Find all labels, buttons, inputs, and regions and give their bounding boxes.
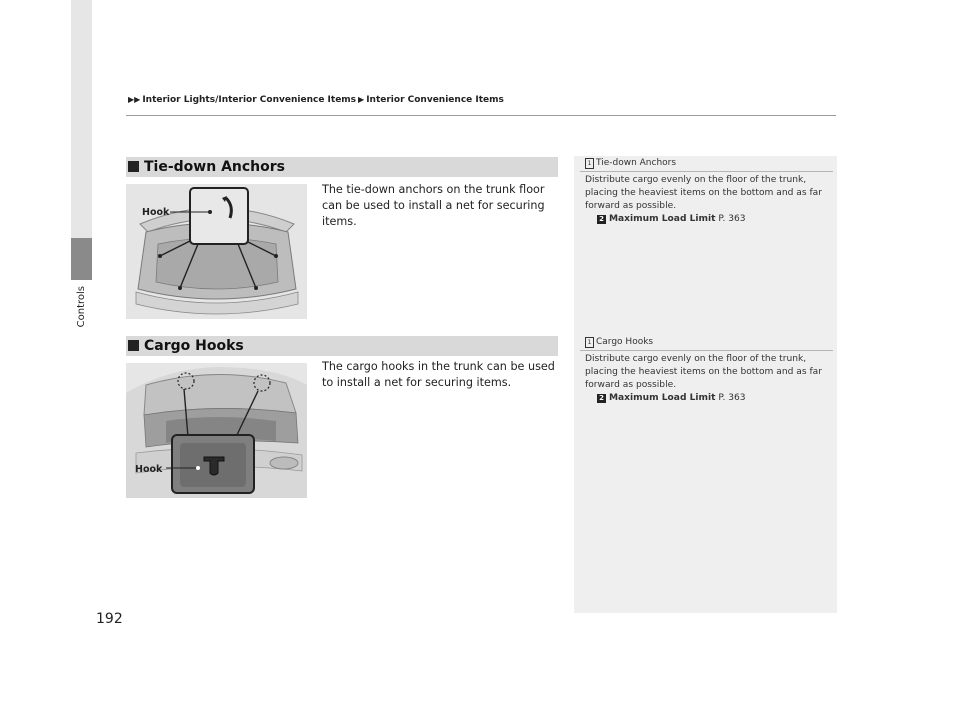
side-tab-marker — [71, 238, 92, 280]
side-tab-strip — [71, 0, 92, 238]
page-number: 192 — [96, 611, 123, 627]
header-divider — [126, 115, 836, 116]
note-divider — [580, 171, 833, 172]
section-heading-text: Cargo Hooks — [144, 338, 244, 354]
cargo-hook-illustration-svg — [126, 363, 307, 498]
trunk-illustration-svg — [126, 184, 307, 319]
page-link-2-icon: 2 — [597, 215, 606, 224]
note-title-cargo-hooks: 1 Cargo Hooks — [585, 337, 653, 348]
hook-callout-label: Hook — [135, 464, 163, 475]
hook-callout-label: Hook — [142, 207, 170, 218]
black-square-icon — [128, 340, 139, 351]
note-link-maximum-load-limit[interactable]: 2 Maximum Load Limit P. 363 — [597, 214, 746, 224]
note-body-tie-down-anchors: Distribute cargo evenly on the floor of the trunk, placing the heaviest items on the bottom and as far forward as possible. — [585, 175, 822, 211]
note-1-icon: 1 — [585, 337, 594, 348]
breadcrumb-part-2[interactable]: Interior Convenience Items — [366, 95, 504, 105]
triangle-right-icon: ▶ — [358, 95, 365, 104]
section-heading-cargo-hooks — [126, 336, 558, 356]
tie-down-anchors-illustration — [126, 184, 307, 319]
note-body-cargo-hooks: Distribute cargo evenly on the floor of the trunk, placing the heaviest items on the bottom and as far forward as possible. — [585, 354, 822, 390]
note-divider — [580, 350, 833, 351]
section-heading-tie-down-anchors — [126, 157, 558, 177]
tie-down-anchors-body: The tie-down anchors on the trunk floor can be used to install a net for securing items. — [322, 183, 545, 228]
cargo-hooks-illustration — [126, 363, 307, 498]
side-tab-label: Controls — [76, 286, 87, 328]
triangle-right-icon: ▶▶ — [128, 95, 141, 104]
breadcrumb-part-1[interactable]: Interior Lights/Interior Convenience Items — [142, 95, 357, 105]
note-title-tie-down-anchors: 1 Tie-down Anchors — [585, 158, 676, 169]
note-link-maximum-load-limit[interactable]: 2 Maximum Load Limit P. 363 — [597, 393, 746, 403]
page-link-2-icon: 2 — [597, 394, 606, 403]
black-square-icon — [128, 161, 139, 172]
breadcrumb — [126, 95, 504, 105]
section-heading-text: Tie-down Anchors — [144, 159, 285, 175]
note-1-icon: 1 — [585, 158, 594, 169]
cargo-hooks-body: The cargo hooks in the trunk can be used to install a net for securing items. — [322, 360, 555, 389]
